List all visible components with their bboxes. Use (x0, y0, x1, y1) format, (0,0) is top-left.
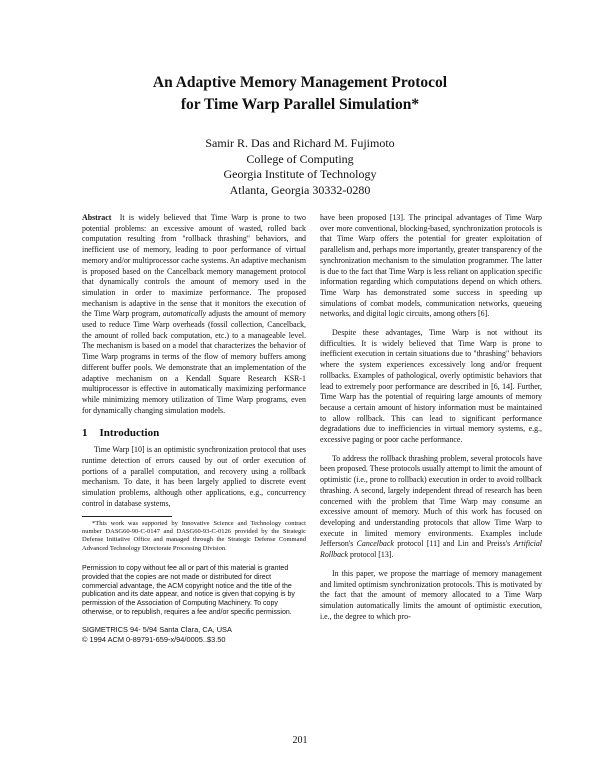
intro-paragraph-left: Time Warp [10] is an optimistic synchronization protocol that uses runtime detection of errors caused by out of order execution of portions of a parallel computation, and recovery using a rollback mechanism. To date, it has been largely applied to discrete event simulation problems, although other applications, e.g., concurrency control in database systems, (82, 445, 306, 508)
author-names: Samir R. Das and Richard M. Fujimoto (205, 136, 395, 150)
footnote-divider (82, 516, 172, 517)
intro-paragraph-1: have been proposed [13]. The principal advantages of Time Warp over more conventional, blocking-based, synchronization protocols is that Time Warp offers the potential for greater exploitation of parallelism and, perhaps more importantly, greater transparency of the synchronization mechanism to the simulation programmer. The latter is due to the fact that Time Warp is less reliant on application specific information regarding which computations depend on which others. Time Warp has demonstrated some success in speeding up simulations of combat models, communication networks, queueing networks, and digital logic circuits, among others [6]. (320, 213, 542, 319)
section-heading-introduction (82, 426, 306, 440)
abstract-emphasis: automatically (162, 309, 207, 319)
paper-title-line-1: An Adaptive Memory Management Protocol (152, 74, 448, 91)
intro-paragraph-3 (320, 454, 542, 561)
copyright-line: © 1994 ACM 0-89791-659-x/94/0005..$3.50 (82, 635, 226, 645)
paper-title-line-2: for Time Warp Parallel Simulation* (180, 96, 420, 113)
conference-line: SIGMETRICS 94- 5/94 Santa Clara, CA, USA (82, 625, 232, 635)
author-block (0, 136, 600, 198)
conference-info (82, 625, 306, 644)
section-title: Introduction (99, 427, 160, 440)
affiliation-institute: Georgia Institute of Technology (223, 167, 377, 181)
abstract-text-b: adjusts the amount of memory used to reduce Time Warp overheads (fossil collection, Cancelback, the amount of rolled back computation, etc.) to a manageable level. The mechanism is based on a model that characterizes the behavior of Time Warp programs in terms of the flow of memory buffers among different buffer pools. We demonstrate that an implementation of the adaptive mechanism on a Kendall Square Research KSR-1 multiprocessor is effective in automatically maximizing performance while minimizing memory utilization of Time Warp programs, even for dynamically changing simulation models. (82, 309, 306, 415)
affiliation-college: College of Computing (246, 151, 354, 166)
left-column (82, 213, 306, 645)
p3-text-b: protocol [11] and Lin and Preiss's (397, 539, 511, 549)
abstract-heading: Abstract (82, 213, 112, 222)
abstract-text-a: It is widely believed that Time Warp is prone to two potential problems: an excessive amount of wasted, rolled back computation resulting from "rollback thrashing" behaviors, and inefficient use of memory, leading to poor performance of virtual memory and/or multiprocessor cache systems. An adaptive mechanism is proposed based on the Cancelback memory management protocol that dynamically controls the amount of memory used in the simulation in order to maximize performance. The proposed mechanism is adaptive in the sense that it monitors the execution of the Time Warp program, (82, 213, 306, 319)
page-number: 201 (292, 735, 308, 746)
abstract-paragraph (82, 213, 306, 416)
funding-footnote: *This work was supported by Innovative Science and Technology contract number DASG60-90-C-0147 and DASG60-93-C-0126 provided by the Strategic Defense Initiative Office and managed through the Strategic Defense Command Advanced Technology Directorate Processing Division. (82, 519, 306, 552)
p3-text-a: To address the rollback thrashing problem, several protocols have been proposed. These protocols usually attempt to limit the amount of optimistic (i.e., prone to rollback) execution in order to avoid rollback thrashing. A second, largely independent thread of research has been concerned with the problem that Time Warp may consume an excessive amount of memory. Much of this work has focused on developing and understanding protocols that allow Time Warp to execute in limited memory environments. Examples include Jefferson's (320, 453, 542, 549)
intro-paragraph-4: In this paper, we propose the marriage of memory management and limited optimism synchronization protocols. This is motivated by the fact that the amount of memory allocated to a Time Warp simulation automatically limits the amount of optimistic execution, i.e., the degree to which pro- (320, 568, 542, 621)
cancelback-emphasis: Cancelback (356, 539, 394, 549)
permission-notice: Permission to copy without fee all or part of this material is granted provided that the copies are not made or distributed for direct commercial advantage, the ACM copyright notice and the title of the publication and its date appear, and notice is given that copying is by permission of the Association of Computing Machinery. To copy otherwise, or to republish, requires a fee and/or specific permission. (82, 565, 295, 616)
intro-paragraph-2: Despite these advantages, Time Warp is not without its difficulties. It is widely believed that Time Warp is prone to inefficient execution in certain situations due to "thrashing" behaviors where the system experiences excessively long and/or frequent rollbacks. Examples of pathological, overly optimistic behaviors that lead to extremely poor performance are described in [6, 14]. Further, Time Warp has the potential of requiring large amounts of memory because a certain amount of history information must be maintained to allow rollback. This can lead to significant performance degradations due to inefficiencies in virtual memory systems, e.g., excessive paging or poor cache performance. (320, 328, 542, 445)
artificial-rollback-emphasis: Artificial Rollback (320, 539, 542, 560)
right-column (320, 213, 542, 622)
section-number: 1 (82, 427, 88, 440)
p3-text-c: protocol [13]. (350, 550, 394, 560)
affiliation-address: Atlanta, Georgia 30332-0280 (229, 182, 371, 197)
